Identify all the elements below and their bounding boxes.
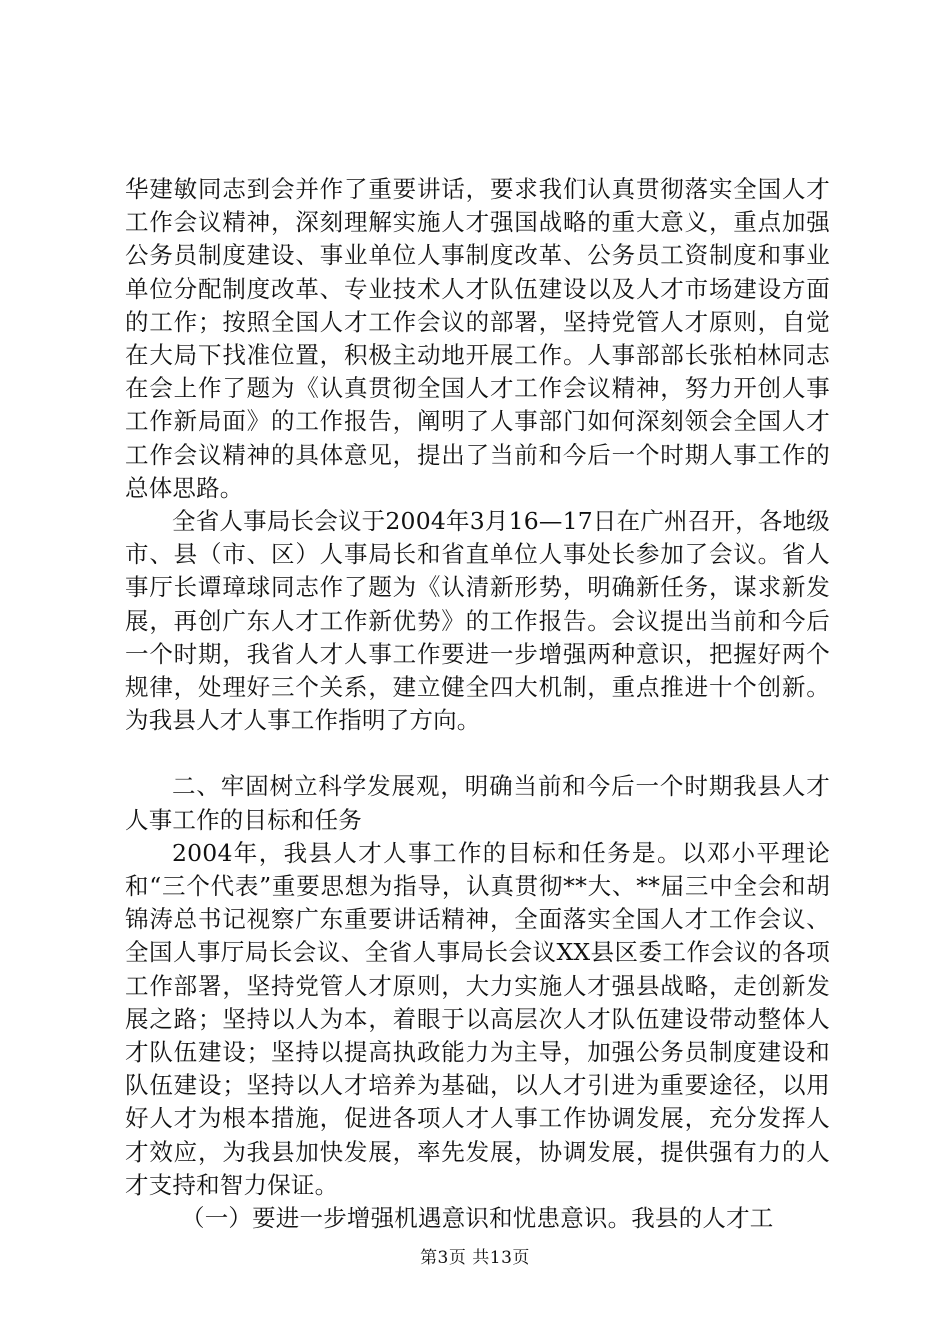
paragraph-spacer [125, 737, 830, 770]
document-body [125, 173, 830, 1235]
subsection-heading: （一）要进一步增强机遇意识和忧患意识。我县的人才工 [181, 1204, 774, 1233]
paragraph-goals: 2004年，我县人才人事工作的目标和任务是。以邓小平理论和“三个代表”重要思想为指导，认真贯彻**大、**届三中全会和胡锦涛总书记视察广东重要讲话精神，全面落实全国人才工作会议、全国人事厅局长会议、全省人事局长会议XX县区委工作会议的各项工作部署，坚持党管人才原则，大力实施人才强县战略，走创新发展之路；坚持以人为本，着眼于以高层次人才队伍建设带动整体人才队伍建设；坚持以提高执政能力为主导，加强公务员制度建设和队伍建设；坚持以人才培养为基础，以人才引进为重要途径，以用好人才为根本措施，促进各项人才人事工作协调发展，充分发挥人才效应，为我县加快发展，率先发展，协调发展，提供强有力的人才支持和智力保证。 [125, 838, 830, 1199]
section-heading: 二、牢固树立科学发展观，明确当前和今后一个时期我县人才人事工作的目标和任务 [125, 772, 830, 834]
page-number-footer: 第3页 共13页 [420, 1248, 530, 1268]
paragraph-provincial-meeting: 全省人事局长会议于2004年3月16—17日在广州召开，各地级市、县（市、区）人事局长和省直单位人事处长参加了会议。省人事厅长谭璋球同志作了题为《认清新形势，明确新任务，谋求新发展，再创广东人才工作新优势》的工作报告。会议提出当前和今后一个时期，我省人才人事工作要进一步增强两种意识，把握好两个规律，处理好三个关系，建立健全四大机制，重点推进十个创新。为我县人才人事工作指明了方向。 [125, 507, 830, 735]
paragraph-speech: 华建敏同志到会并作了重要讲话，要求我们认真贯彻落实全国人才工作会议精神，深刻理解实施人才强国战略的重大意义，重点加强公务员制度建设、事业单位人事制度改革、公务员工资制度和事业单位分配制度改革、专业技术人才队伍建设以及人才市场建设方面的工作；按照全国人才工作会议的部署，坚持党管人才原则，自觉在大局下找准位置，积极主动地开展工作。人事部部长张柏林同志在会上作了题为《认真贯彻全国人才工作会议精神，努力开创人事工作新局面》的工作报告，阐明了人事部门如何深刻领会全国人才工作会议精神的具体意见，提出了当前和今后一个时期人事工作的总体思路。 [125, 175, 830, 502]
